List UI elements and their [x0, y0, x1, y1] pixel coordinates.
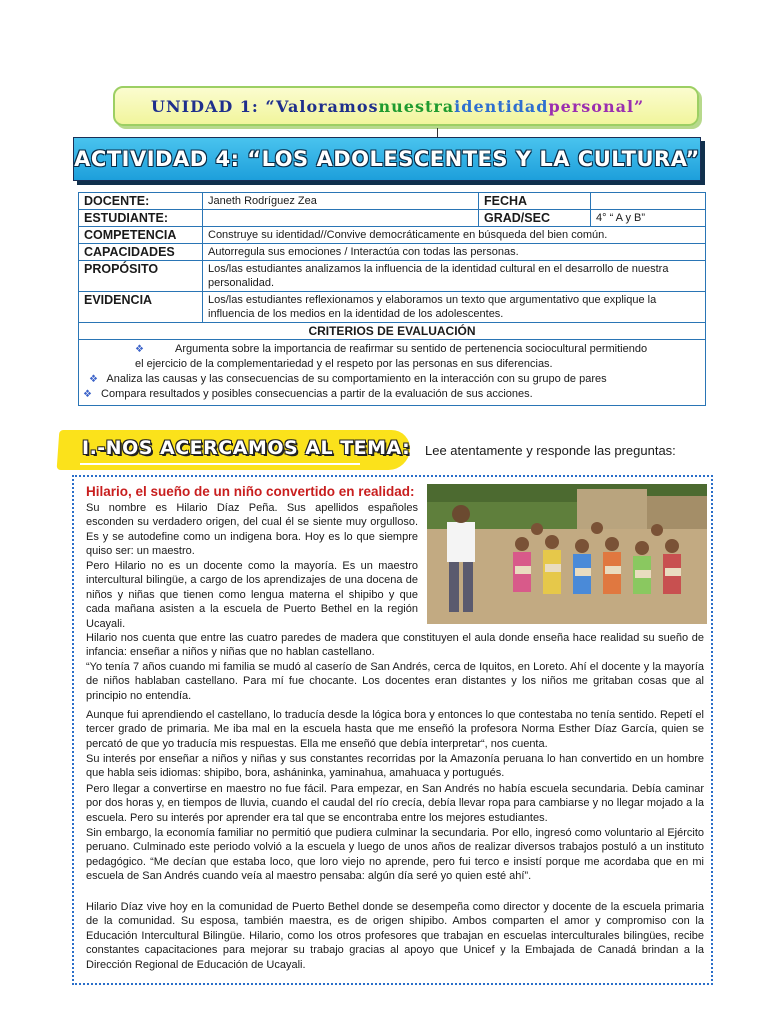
section-underline: [80, 463, 360, 465]
activity-title: ACTIVIDAD 4: “LOS ADOLESCENTES Y LA CULTURA”: [73, 137, 701, 181]
story-paragraph: Aunque fui aprendiendo el castellano, lo traducía desde la lógica bora y entonces lo que contestaba no tenía sentido. Repetí el tercer grado de primaria. Me iba mal en la escuela hasta que me enseñó la profesora Norma Esther Díaz García, quien se percató de que yo traducía mis respuestas. Ella me enseñó que debía interpretar“, nos cuenta.: [86, 709, 704, 750]
story-paragraph: Sin embargo, la economía familiar no permitió que pudiera culminar la secundaria. Por ello, ingresó como voluntario al Ejército peruano. Culminado este periodo volvió a la escuela y luego de unos años de realizar diversos trabajos postuló a un instituto pedagógico. “Me decían que estaba loco, que loro viejo no aprende, pero fui terco e insistí porque me acordaba que en mi escuela de San Andrés cuando veía al maestro pensaba: algún día seré yo quien esté ahí”.: [86, 827, 704, 883]
list-item: [83, 387, 700, 402]
competencia-label: COMPETENCIA: [79, 227, 203, 244]
docente-label: DOCENTE:: [79, 193, 203, 210]
criterios-header: CRITERIOS DE EVALUACIÓN: [79, 323, 706, 340]
capacidades-label: CAPACIDADES: [79, 244, 203, 261]
criterios-list: [79, 340, 706, 406]
unit-title-part2: nuestra: [378, 96, 455, 116]
list-item: [83, 357, 700, 372]
classroom-photo: [427, 484, 707, 624]
evidencia-value: Los/las estudiantes reflexionamos y elaboramos un texto que argumentativo que explique la influencia de los medios en la identidad de los adolescentes.: [203, 292, 706, 323]
criterio-text: Argumenta sobre la importancia de reafirmar su sentido de pertenencia sociocultural permitiendo: [175, 343, 648, 355]
unit-title-part1: UNIDAD 1: “Valoramos: [151, 96, 379, 116]
proposito-label: PROPÓSITO: [79, 261, 203, 292]
story-paragraph: “Yo tenía 7 años cuando mi familia se mudó al caserío de San Andrés, cerca de Iquitos, en Loreto. Ahí el docente y la mayoría de niños hablaban castellano. Para mí fue chocante. Los docentes eran distantes y los niños me gritaban cosas que al principio no entendía.: [86, 661, 704, 702]
story-paragraph: Su nombre es Hilario Díaz Peña. Sus apellidos españoles esconden su verdadero origen, del cual él se siente muy orgulloso. Es y se autodefine como un indigena bora. Hoy es lo que siempre quiso ser: un maestro.: [86, 502, 418, 558]
docente-value: Janeth Rodríguez Zea: [203, 193, 479, 210]
section-heading: I.-NOS ACERCAMOS AL TEMA:: [82, 437, 411, 459]
table-row: [79, 193, 706, 210]
table-row: [79, 227, 706, 244]
table-row: [79, 292, 706, 323]
story-paragraph: Hilario nos cuenta que entre las cuatro paredes de madera que constituyen el aula donde enseña hace realidad su sueño de infancia: enseñar a niños y niñas que no hablan castellano.: [86, 632, 704, 659]
proposito-value: Los/las estudiantes analizamos la influencia de la identidad cultural en el desarrollo de nuestra personalidad.: [203, 261, 706, 292]
criterio-text: Analiza las causas y las consecuencias de su comportamiento en la interacción con su grupo de pares: [106, 373, 607, 385]
table-row: [79, 340, 706, 406]
estudiante-value: [203, 210, 479, 227]
estudiante-label: ESTUDIANTE:: [79, 210, 203, 227]
capacidades-value: Autorregula sus emociones / Interactúa con todas las personas.: [203, 244, 706, 261]
unit-banner: [113, 86, 699, 126]
competencia-value: Construye su identidad//Convive democráticamente en búsqueda del bien común.: [203, 227, 706, 244]
unit-title-part3: identidad: [454, 96, 549, 116]
story-paragraph: Pero llegar a convertirse en maestro no fue fácil. Para empezar, en San Andrés no había escuela secundaria. Debía caminar por dos horas y, en tiempos de lluvia, cuando el caudal del río crecía, debía llevar ropa para cambiarse y no llegar mojado a la escuela. Pero su interés por aprender era tal que se encontraba entre los mejores estudiantes.: [86, 783, 704, 824]
instruction-text: Lee atentamente y responde las preguntas:: [425, 443, 676, 458]
diamond-bullet-icon: ❖: [83, 389, 92, 400]
table-row: [79, 210, 706, 227]
evidencia-label: EVIDENCIA: [79, 292, 203, 323]
story-paragraph: Su interés por enseñar a niños y niñas y sus constantes recorridas por la Amazonía peruana lo han convertido en un hombre que habla seis idiomas: shipibo, bora, asháninka, yaminahua, amahuaca y portugués.: [86, 753, 704, 780]
story-title: Hilario, el sueño de un niño convertido en realidad:: [86, 484, 415, 499]
fecha-value: [591, 193, 706, 210]
info-table: [78, 192, 706, 406]
list-item: [83, 342, 700, 357]
table-row: [79, 323, 706, 340]
criterio-text: el ejercicio de la complementariedad y el respeto por las personas en sus diferencias.: [135, 358, 553, 370]
fecha-label: FECHA: [479, 193, 591, 210]
story-paragraph: Pero Hilario no es un docente como la mayoría. Es un maestro intercultural bilingüe, a cargo de los aprendizajes de una docena de niños y niñas que tienen como lengua materna el shipibo y que cada mañana asisten a la escuela de Puerto Bethel en la región Ucayali.: [86, 560, 418, 630]
criterio-text: Compara resultados y posibles consecuencias a partir de la evaluación de sus acciones.: [101, 388, 533, 400]
table-row: [79, 244, 706, 261]
story-paragraph: Hilario Díaz vive hoy en la comunidad de Puerto Bethel donde se desempeña como director y docente de la escuela primaria de la comunidad. Su esposa, también maestra, es de origen shipibo. Ambos comparten el amor y compromiso con la Educación Intercultural Bilingüe. Hilario, como los otros profesores que trabajan en escuelas interculturales bilingües, recibe constantes capacitaciones para mejorar su trabajo gracias al apoyo que Unicef y la Embajada de Canadá brindan a la Dirección Regional de Educación de Ucayali.: [86, 901, 704, 971]
gradsec-label: GRAD/SEC: [479, 210, 591, 227]
photo-illustration: [427, 484, 707, 624]
diamond-bullet-icon: ❖: [135, 344, 144, 355]
diamond-bullet-icon: ❖: [89, 374, 98, 385]
table-row: [79, 261, 706, 292]
unit-title-part4: personal”: [548, 96, 645, 116]
gradsec-value: 4° “ A y B”: [591, 210, 706, 227]
list-item: [83, 372, 700, 387]
